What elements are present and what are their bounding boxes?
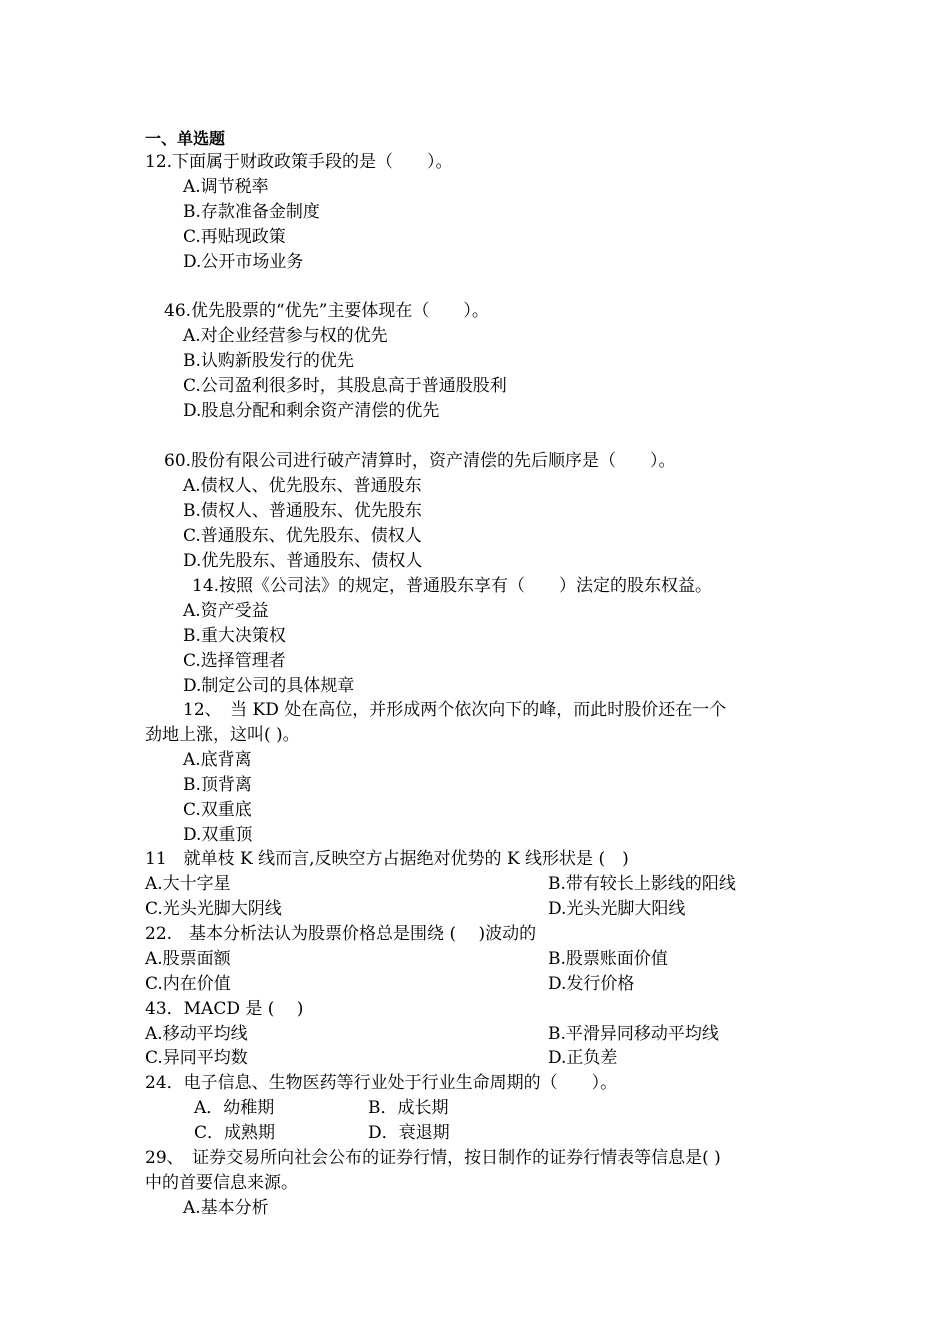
option: C.再贴现政策 — [183, 227, 286, 247]
option: C.公司盈利很多时，其股息高于普通股股利 — [183, 376, 507, 396]
option: A.调节税率 — [183, 177, 269, 197]
question-stem: 46.优先股票的“优先”主要体现在（ ）。 — [164, 301, 489, 321]
option: B.股票账面价值 — [548, 949, 668, 969]
option: D.公开市场业务 — [183, 252, 304, 272]
option: D.正负差 — [548, 1048, 618, 1068]
question-stem: 60.股份有限公司进行破产清算时，资产清偿的先后顺序是（ ）。 — [164, 451, 676, 471]
option: C.内在价值 — [145, 974, 231, 994]
option: B.平滑异同移动平均线 — [548, 1024, 719, 1044]
question-stem: 12.下面属于财政政策手段的是（ ）。 — [145, 152, 453, 172]
option: B.债权人、普通股东、优先股东 — [183, 501, 422, 521]
question-stem: 24．电子信息、生物医药等行业处于行业生命周期的（ ）。 — [145, 1073, 618, 1093]
option: A.大十字星 — [145, 874, 231, 894]
option: A.资产受益 — [183, 601, 269, 621]
question-stem-line-1: 12、 当 KD 处在高位，并形成两个依次向下的峰，而此时股价还在一个 — [183, 700, 727, 720]
option: A.股票面额 — [145, 949, 231, 969]
option: C.普通股东、优先股东、债权人 — [183, 526, 422, 546]
question-stem: 22. 基本分析法认为股票价格总是围绕 ( )波动的 — [145, 924, 537, 944]
option: C.选择管理者 — [183, 651, 286, 671]
option: D.制定公司的具体规章 — [183, 676, 355, 696]
option: A.底背离 — [183, 750, 252, 770]
option: D.发行价格 — [548, 974, 635, 994]
option: B.存款准备金制度 — [183, 202, 320, 222]
option: C.异同平均数 — [145, 1048, 248, 1068]
option: A.基本分析 — [183, 1198, 269, 1218]
question-stem-line-2: 中的首要信息来源。 — [145, 1173, 298, 1193]
question-stem: 11 就单枝 K 线而言,反映空方占据绝对优势的 K 线形状是 ( ) — [145, 849, 629, 869]
option: C．成熟期 — [194, 1123, 276, 1143]
option: D.双重顶 — [183, 825, 253, 845]
option: D．衰退期 — [368, 1123, 450, 1143]
option: D.优先股东、普通股东、债权人 — [183, 551, 423, 571]
option: C.双重底 — [183, 800, 252, 820]
question-stem-line-2: 劲地上涨，这叫( )。 — [145, 725, 300, 745]
option: D.光头光脚大阳线 — [548, 899, 686, 919]
option: A．幼稚期 — [194, 1098, 275, 1118]
option: D.股息分配和剩余资产清偿的优先 — [183, 401, 440, 421]
option: B.认购新股发行的优先 — [183, 351, 354, 371]
question-stem-line-1: 29、 证券交易所向社会公布的证券行情，按日制作的证券行情表等信息是( ) — [145, 1148, 721, 1168]
option: B．成长期 — [368, 1098, 449, 1118]
option: A.债权人、优先股东、普通股东 — [183, 476, 422, 496]
option: A.对企业经营参与权的优先 — [183, 326, 388, 346]
option: B.带有较长上影线的阳线 — [548, 874, 736, 894]
question-stem: 14.按照《公司法》的规定，普通股东享有（ ）法定的股东权益。 — [192, 576, 713, 596]
option: B.重大决策权 — [183, 626, 286, 646]
question-stem: 43．MACD 是 ( ) — [145, 999, 304, 1019]
section-title: 一、单选题 — [145, 129, 226, 148]
option: B.顶背离 — [183, 775, 252, 795]
option: A.移动平均线 — [145, 1024, 248, 1044]
option: C.光头光脚大阴线 — [145, 899, 282, 919]
